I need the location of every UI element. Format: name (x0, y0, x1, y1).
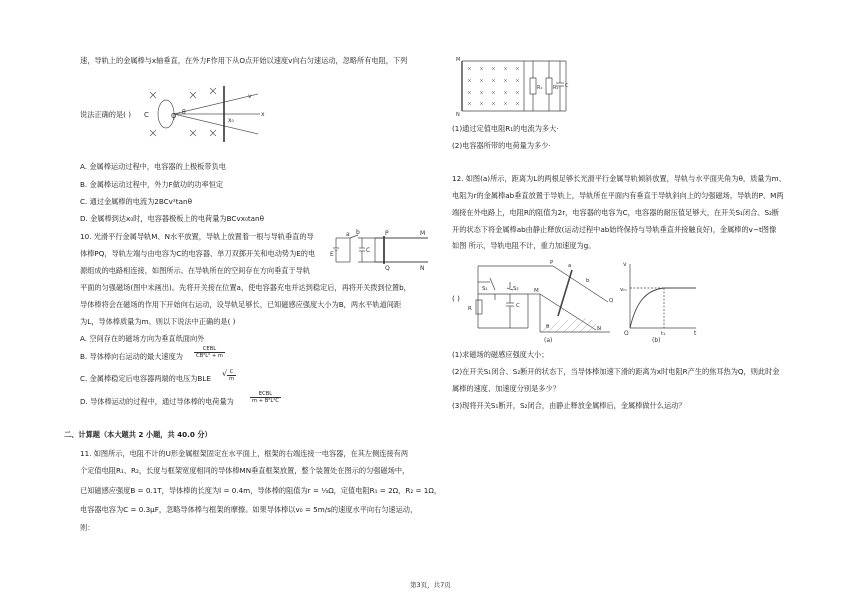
q10-option-b: B. 导体棒向右运动的最大速度为 (80, 352, 183, 361)
q11-line-5: 则： (80, 523, 95, 532)
q9-option-c: C. 通过金属棒的电流为2BCv²tanθ (80, 197, 192, 206)
fraction-denominator: m + B²L²C (252, 398, 279, 404)
figure-q11 (454, 56, 574, 116)
fig12a-label-theta: θ (546, 324, 550, 330)
fig9-label-x0: x₀ (228, 117, 234, 124)
fig12-paren: ( ) (452, 294, 460, 303)
fig10-label-q: Q (385, 265, 390, 272)
fig11-label-n: N (456, 112, 460, 118)
figure-q12a (468, 258, 618, 344)
fig12b-label-t: t (694, 330, 697, 337)
q9-intro-line2: 说法正确的是( ) (80, 110, 132, 119)
q10-option-c-fraction (222, 369, 236, 382)
q10-option-d-fraction (250, 391, 281, 404)
fig11-label-m: M (456, 57, 461, 63)
q9-option-b: B. 金属棒运动过程中，外力F做功的功率恒定 (80, 180, 224, 189)
q10-line-1: 10. 光滑平行金属导轨M、N水平放置，导轨上放置着一根与导轨垂直的导 (80, 232, 314, 241)
q12-line-3: 端接在外电路上，电阻R的阻值为2r，电容器的电容为C，电容器的耐压值足够大，在开关S₁闭合、S₂断 (452, 208, 780, 217)
q11-sub-1: (1)通过定值电阻R₁的电流为多大· (452, 124, 559, 133)
q12-line-1: 12. 如图(a)所示，距离为L的两根足够长光滑平行金属导轨倾斜放置，导轨与水平面夹角为θ，质量为m、 (452, 174, 786, 183)
fraction-numerator: ECBL (250, 391, 281, 398)
fig12a-label-m: M (534, 288, 539, 294)
fig12a-label-p: P (550, 260, 554, 266)
fig9-label-v: v (248, 93, 252, 100)
fig10-label-c: C (366, 247, 371, 254)
figure-q10 (330, 230, 430, 272)
q12-line-2: 电阻为r的金属棒ab垂直放置于导轨上，导轨所在平面内有垂直于导轨斜向上的匀强磁场，导轨的P、M两 (452, 191, 784, 200)
fig9-label-o: O (171, 112, 177, 120)
page-footer: 第3页，共7页 (410, 581, 451, 589)
fig9-label-c: C (144, 111, 149, 119)
fig10-label-p: P (385, 230, 389, 237)
section-title: 二、计算题（本大题共 2 小题，共 40.0 分） (64, 430, 212, 439)
fig11-label-r2: R₂ (553, 85, 559, 91)
q10-line-6: 为L，导体棒质量为m。则以下说法中正确的是( ) (80, 317, 236, 326)
fig9-label-x: x (261, 111, 265, 118)
q11-line-4: 电容器电容为C = 0.3μF，忽略导体棒与框架的摩擦。如果导体棒以v₀ = 5m/s的速度水平向右匀速运动， (80, 505, 418, 514)
fig12a-label-a: a (568, 263, 572, 269)
figure-q12b (620, 258, 700, 344)
fig12b-label-v: v (623, 261, 627, 268)
q12-sub-1: (1)求磁场的磁感应强度大小； (452, 350, 549, 359)
q12-line-4: 开的状态下将金属棒ab由静止释放(运动过程中ab始终保持与导轨垂直并接触良好)，金属棒的v−t图像 (452, 225, 777, 234)
fig12a-label-n: N (597, 326, 602, 332)
fig10-label-e: E (330, 251, 334, 258)
fig12a-caption: (a) (544, 337, 553, 344)
fig12b-label-o: O (624, 330, 629, 337)
fig10-label-a: a (346, 231, 350, 238)
fig10-label-n: N (420, 265, 425, 272)
q10-line-3: 源组成的电路相连接，如图所示。在导轨所在的空间存在方向垂直于导轨 (80, 266, 311, 275)
q11-sub-2: (2)电容器所带的电荷量为多少· (452, 141, 551, 150)
q9-intro-line: 速，导轨上的金属棒与x轴垂直，在外力F作用下从O点开始以速度v向右匀速运动，忽略所有电阻，下列 (80, 56, 408, 65)
q12-line-5: 如图 所示，导轨电阻不计，重力加速度为g。 (452, 241, 596, 250)
q11-line-2: 个定值电阻R₁、R₂，长度与框架宽度相同的导体棒MN垂直框架放置，整个装置处在图示的匀强磁场中， (80, 466, 410, 475)
fig12a-label-q: Q (609, 298, 614, 304)
fig11-label-r1: R₁ (537, 85, 543, 91)
q10-line-5: 导体棒将会在磁场的作用下开始向右运动，设导轨足够长，已知磁感应强度大小为B，两水平轨道间距 (80, 300, 402, 309)
fig12a-label-s2: S₂ (513, 286, 519, 292)
q12-sub-2-cont: 属棒的速度、加速度分别是多少？ (452, 384, 560, 393)
q10-line-4: 平面的匀强磁场(图中未画出)。先将开关接在位置a，使电容器充电并达到稳定后，再将开关拨到位置b， (80, 283, 411, 292)
fraction-numerator: C (227, 369, 236, 376)
fig12a-label-c: C (516, 303, 520, 309)
sqrt-sign: √ (222, 369, 228, 378)
fig10-label-m: M (420, 230, 426, 237)
fraction-denominator: m (229, 376, 235, 382)
q12-sub-3: (3)现将开关S₁断开，S₂闭合，由静止释放金属棒后，金属棒做什么运动？ (452, 401, 686, 410)
fig10-label-b: b (356, 229, 360, 236)
fig12a-label-r: R (468, 306, 472, 312)
q11-line-1: 11. 如图所示，电阻不计的U形金属框架固定在水平面上，框架的右端连接一电容器，在其左侧连接有两 (80, 449, 409, 458)
q10-line-2: 体棒PQ，导轨左端与由电容为C的电容器、单刀双掷开关和电动势为E的电 (80, 249, 316, 258)
q9-option-a: A. 金属棒运动过程中，电容器的上极板带负电 (80, 162, 226, 171)
q10-option-a: A. 空间存在的磁场方向为垂直纸面向外 (80, 334, 205, 343)
fig12a-label-b: b (586, 278, 590, 284)
q10-option-d: D. 导体棒运动的过程中，通过导体棒的电荷量为 (80, 397, 234, 406)
q11-line-3: 已知磁感应强度B = 0.1T，导体棒的长度为l = 0.4m，导体棒的阻值为r = ⅓Ω，定值电阻R₁ = 2Ω，R₂ = 1Ω， (80, 486, 442, 495)
fig12b-label-t1: t₁ (661, 331, 666, 337)
fraction-numerator: CEBL (194, 346, 225, 353)
q9-option-d: D. 金属棒到达x₀时，电容器极板上的电荷量为BCvx₀tanθ (80, 214, 265, 223)
q10-option-b-fraction (194, 346, 225, 359)
q12-sub-2: (2)在开关S₁闭合、S₂断开的状态下，当导体棒加速下滑的距离为x时电阻R产生的焦耳热为Q，则此时金 (452, 367, 780, 376)
fig11-label-c: C (565, 83, 569, 89)
fig9-label-theta: θ (182, 109, 186, 116)
figure-q9 (128, 84, 268, 144)
fig12a-label-s1: S₁ (482, 286, 488, 292)
fig12b-label-vm: vₘ (620, 287, 627, 293)
q10-option-c: C. 金属棒稳定后电容器两端的电压为BLE (80, 374, 211, 383)
fig12b-caption: (b) (652, 337, 661, 344)
fraction-denominator: CB²L² + m (196, 353, 223, 359)
